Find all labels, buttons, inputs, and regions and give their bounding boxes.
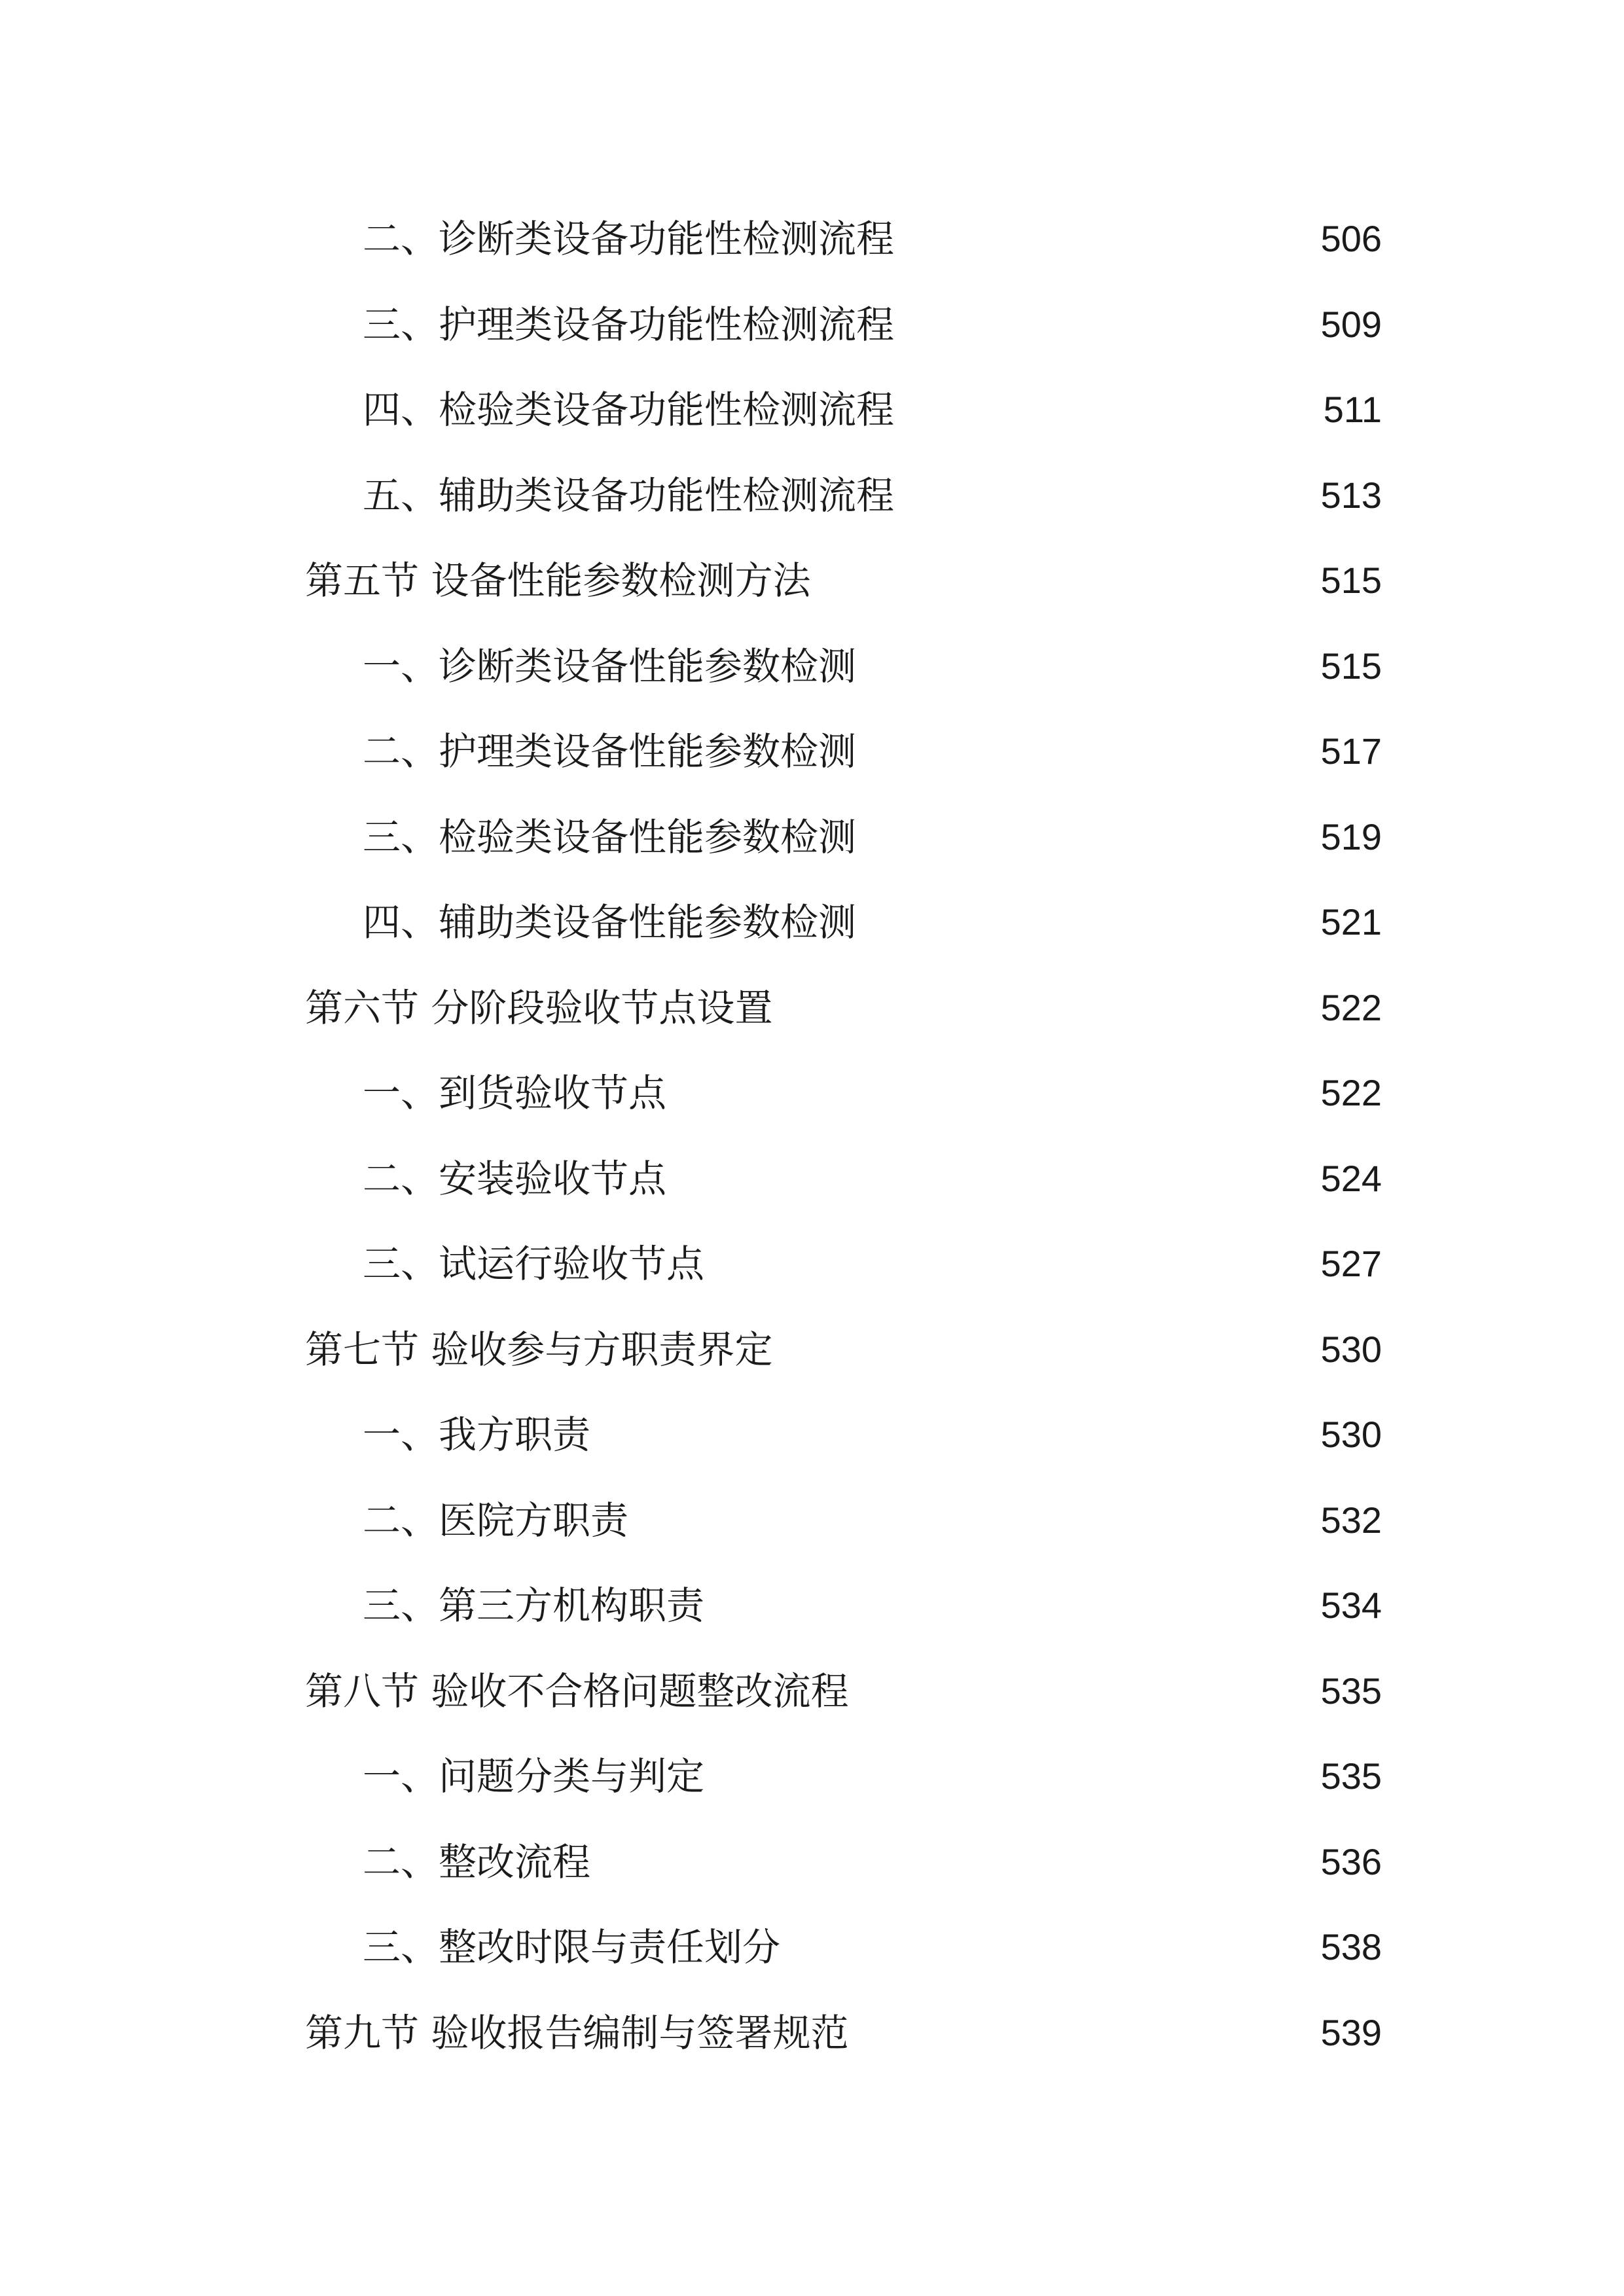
- toc-section-entry[interactable]: [0, 972, 1624, 1058]
- toc-entry[interactable]: [0, 1826, 1624, 1912]
- toc-entry-title: 二、安装验收节点: [363, 1156, 667, 1201]
- toc-entry-page-number: 535: [1320, 1755, 1382, 1797]
- toc-entry-page-number: 506: [1320, 218, 1382, 259]
- toc-entry-page-number: 538: [1320, 1926, 1382, 1967]
- toc-section-entry[interactable]: [0, 1314, 1624, 1399]
- toc-entry[interactable]: [0, 1228, 1624, 1314]
- toc-entry-page-number: 524: [1320, 1157, 1382, 1199]
- toc-entry[interactable]: [0, 1057, 1624, 1143]
- toc-section-title: 第九节 验收报告编制与签署规范: [305, 2010, 849, 2055]
- toc-entry-title: 五、辅助类设备功能性检测流程: [363, 473, 895, 518]
- toc-entry[interactable]: [0, 1484, 1624, 1570]
- toc-entry-page-number: 535: [1320, 1670, 1382, 1712]
- toc-section-title: 第六节 分阶段验收节点设置: [305, 985, 773, 1030]
- toc-entry[interactable]: [0, 715, 1624, 801]
- toc-entry-page-number: 530: [1320, 1414, 1382, 1455]
- toc-entry-page-number: 534: [1320, 1585, 1382, 1626]
- toc-entry-page-number: 539: [1320, 2011, 1382, 2053]
- toc-entry-title: 三、护理类设备功能性检测流程: [363, 302, 895, 347]
- toc-entry[interactable]: [0, 1570, 1624, 1655]
- toc-entry-page-number: 522: [1320, 1072, 1382, 1113]
- toc-entry-title: 三、整改时限与责任划分: [363, 1925, 781, 1969]
- toc-section-title: 第五节 设备性能参数检测方法: [305, 558, 811, 603]
- toc-entry[interactable]: [0, 374, 1624, 459]
- toc-entry-title: 三、检验类设备性能参数检测: [363, 814, 857, 859]
- toc-entry-title: 一、到货验收节点: [363, 1071, 667, 1115]
- toc-entry[interactable]: [0, 203, 1624, 289]
- toc-entry-title: 四、检验类设备功能性检测流程: [363, 387, 895, 432]
- toc-entry[interactable]: [0, 1911, 1624, 1997]
- toc-entry-page-number: 515: [1320, 560, 1382, 601]
- toc-entry-page-number: 521: [1320, 901, 1382, 942]
- toc-entry[interactable]: [0, 630, 1624, 716]
- toc-entry-page-number: 513: [1320, 474, 1382, 516]
- toc-entry-title: 一、诊断类设备性能参数检测: [363, 643, 857, 689]
- toc-entry[interactable]: [0, 886, 1624, 972]
- toc-entry[interactable]: [0, 1740, 1624, 1826]
- toc-entry-title: 一、问题分类与判定: [363, 1754, 705, 1799]
- toc-entry-page-number: 511: [1323, 389, 1382, 430]
- toc-entry[interactable]: [0, 289, 1624, 374]
- toc-entry-page-number: 519: [1320, 816, 1382, 857]
- toc-entry-title: 三、试运行验收节点: [363, 1242, 705, 1286]
- toc-entry-title: 三、第三方机构职责: [363, 1583, 705, 1628]
- toc-entry-page-number: 530: [1320, 1328, 1382, 1370]
- toc-entry-title: 二、整改流程: [363, 1839, 591, 1884]
- toc-entry-title: 四、辅助类设备性能参数检测: [363, 900, 857, 944]
- toc-entry-page-number: 515: [1320, 645, 1382, 687]
- toc-section-title: 第八节 验收不合格问题整改流程: [305, 1668, 849, 1713]
- toc-section-title: 第七节 验收参与方职责界定: [305, 1327, 773, 1372]
- toc-entry-page-number: 517: [1320, 730, 1382, 772]
- toc-entry-title: 二、医院方职责: [363, 1498, 629, 1543]
- toc-entry-title: 一、我方职责: [363, 1412, 591, 1457]
- toc-entry[interactable]: [0, 459, 1624, 545]
- toc-entry-page-number: 527: [1320, 1243, 1382, 1284]
- toc-entry-page-number: 509: [1320, 303, 1382, 345]
- table-of-contents: [0, 203, 1624, 2082]
- toc-entry[interactable]: [0, 801, 1624, 887]
- toc-entry[interactable]: [0, 1399, 1624, 1484]
- toc-section-entry[interactable]: [0, 1997, 1624, 2083]
- toc-section-entry[interactable]: [0, 545, 1624, 630]
- toc-entry-page-number: 532: [1320, 1499, 1382, 1541]
- toc-entry-page-number: 536: [1320, 1840, 1382, 1882]
- toc-entry-page-number: 522: [1320, 986, 1382, 1028]
- toc-entry-title: 二、诊断类设备功能性检测流程: [363, 217, 895, 261]
- toc-section-entry[interactable]: [0, 1655, 1624, 1741]
- toc-entry-title: 二、护理类设备性能参数检测: [363, 729, 857, 774]
- toc-entry[interactable]: [0, 1143, 1624, 1229]
